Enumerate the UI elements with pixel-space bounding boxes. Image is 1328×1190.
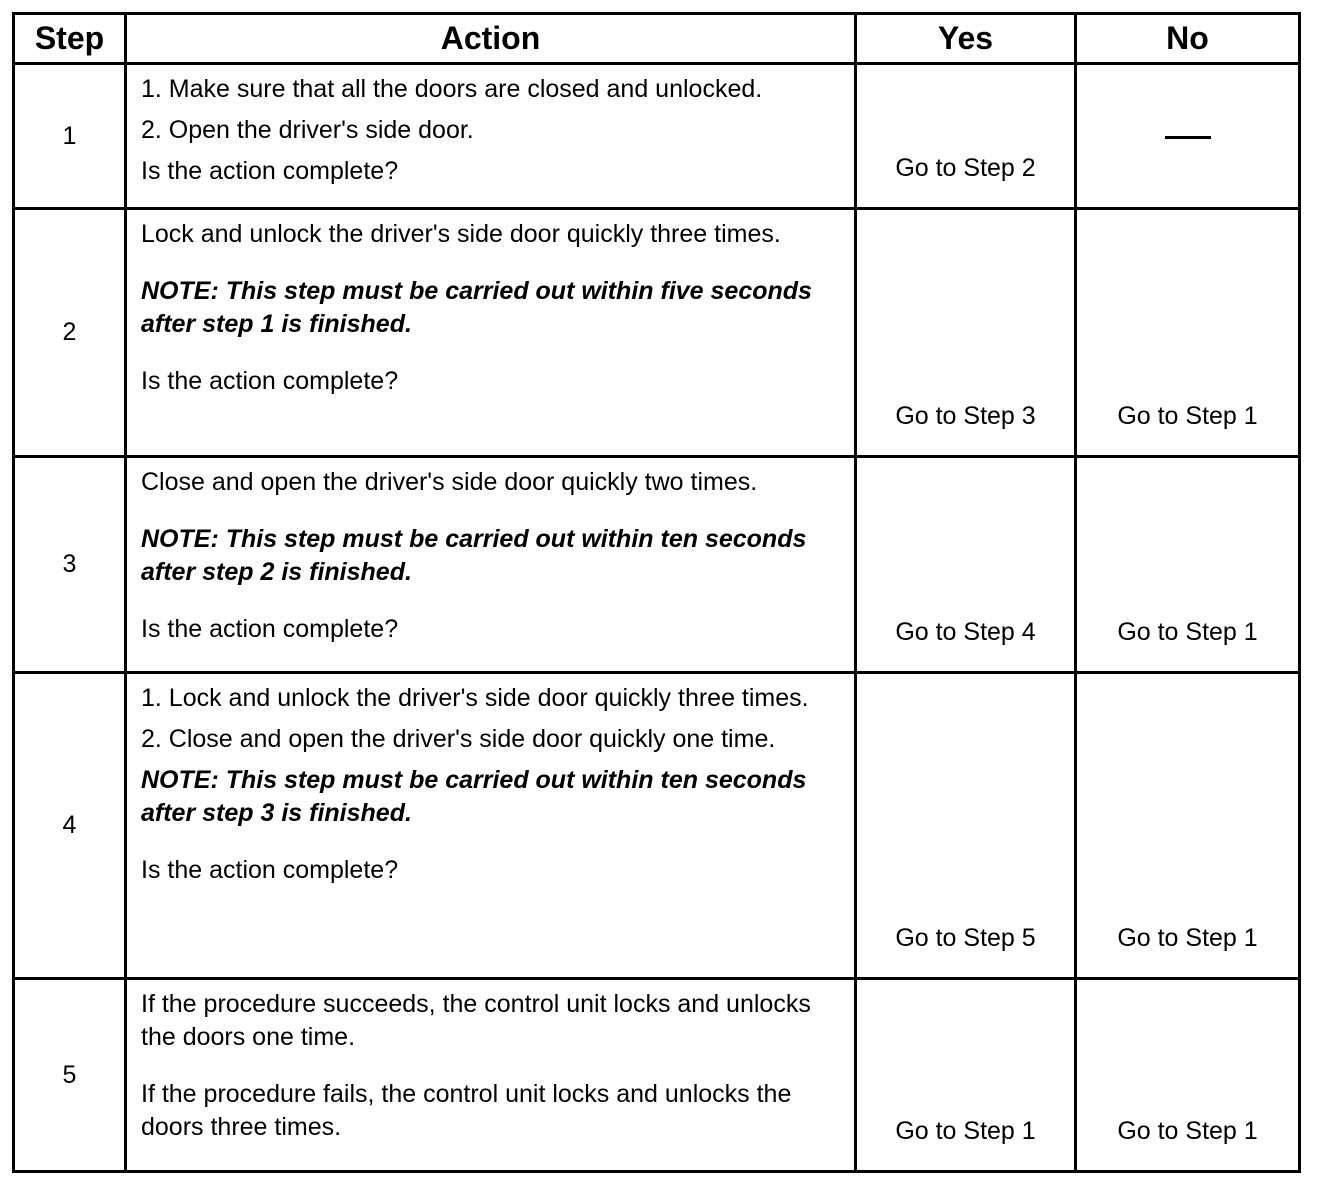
table-row — [14, 979, 1300, 1172]
table-row — [14, 209, 1300, 457]
step-number: 3 — [14, 457, 126, 673]
step-number: 4 — [14, 673, 126, 979]
action-text: If the procedure fails, the control unit locks and unlocks the doors three times. — [141, 1080, 792, 1141]
no-result: Go to Step 1 — [1076, 457, 1300, 673]
table-row — [14, 457, 1300, 673]
action-item: 2. Close and open the driver's side door quickly one time. — [141, 725, 776, 753]
procedure-table — [12, 12, 1301, 1173]
yes-result: Go to Step 5 — [856, 673, 1076, 979]
action-line: 2. Open the driver's side door. — [141, 116, 474, 144]
yes-result: Go to Step 1 — [856, 979, 1076, 1172]
action-text: Lock and unlock the driver's side door quickly three times. — [141, 220, 781, 248]
action-cell — [126, 457, 856, 673]
action-cell — [126, 979, 856, 1172]
action-text: Close and open the driver's side door quickly two times. — [141, 468, 758, 496]
action-text: If the procedure succeeds, the control unit locks and unlocks the doors one time. — [141, 990, 811, 1051]
action-question: Is the action complete? — [141, 615, 399, 643]
yes-result: Go to Step 2 — [856, 64, 1076, 209]
header-yes: Yes — [856, 14, 1076, 64]
action-question: Is the action complete? — [141, 367, 399, 395]
action-note: NOTE: This step must be carried out within ten seconds after step 3 is finished. — [141, 766, 807, 827]
table-row — [14, 673, 1300, 979]
action-question: Is the action complete? — [141, 157, 399, 185]
step-number: 1 — [14, 64, 126, 209]
step-number: 5 — [14, 979, 126, 1172]
action-note: NOTE: This step must be carried out within five seconds after step 1 is finished. — [141, 277, 812, 338]
dash-placeholder — [1165, 136, 1211, 139]
header-step: Step — [14, 14, 126, 64]
no-result: Go to Step 1 — [1076, 209, 1300, 457]
action-cell — [126, 209, 856, 457]
table-row — [14, 64, 1300, 209]
action-cell — [126, 64, 856, 209]
action-line: 1. Make sure that all the doors are closed and unlocked. — [141, 75, 763, 103]
no-result: Go to Step 1 — [1076, 979, 1300, 1172]
header-row — [14, 14, 1300, 64]
action-question: Is the action complete? — [141, 856, 399, 884]
action-cell — [126, 673, 856, 979]
header-no: No — [1076, 14, 1300, 64]
action-note: NOTE: This step must be carried out within ten seconds after step 2 is finished. — [141, 525, 807, 586]
yes-result: Go to Step 4 — [856, 457, 1076, 673]
header-action: Action — [126, 14, 856, 64]
yes-result: Go to Step 3 — [856, 209, 1076, 457]
no-result: Go to Step 1 — [1076, 673, 1300, 979]
no-result — [1076, 64, 1300, 209]
step-number: 2 — [14, 209, 126, 457]
action-item: 1. Lock and unlock the driver's side door quickly three times. — [141, 684, 809, 712]
